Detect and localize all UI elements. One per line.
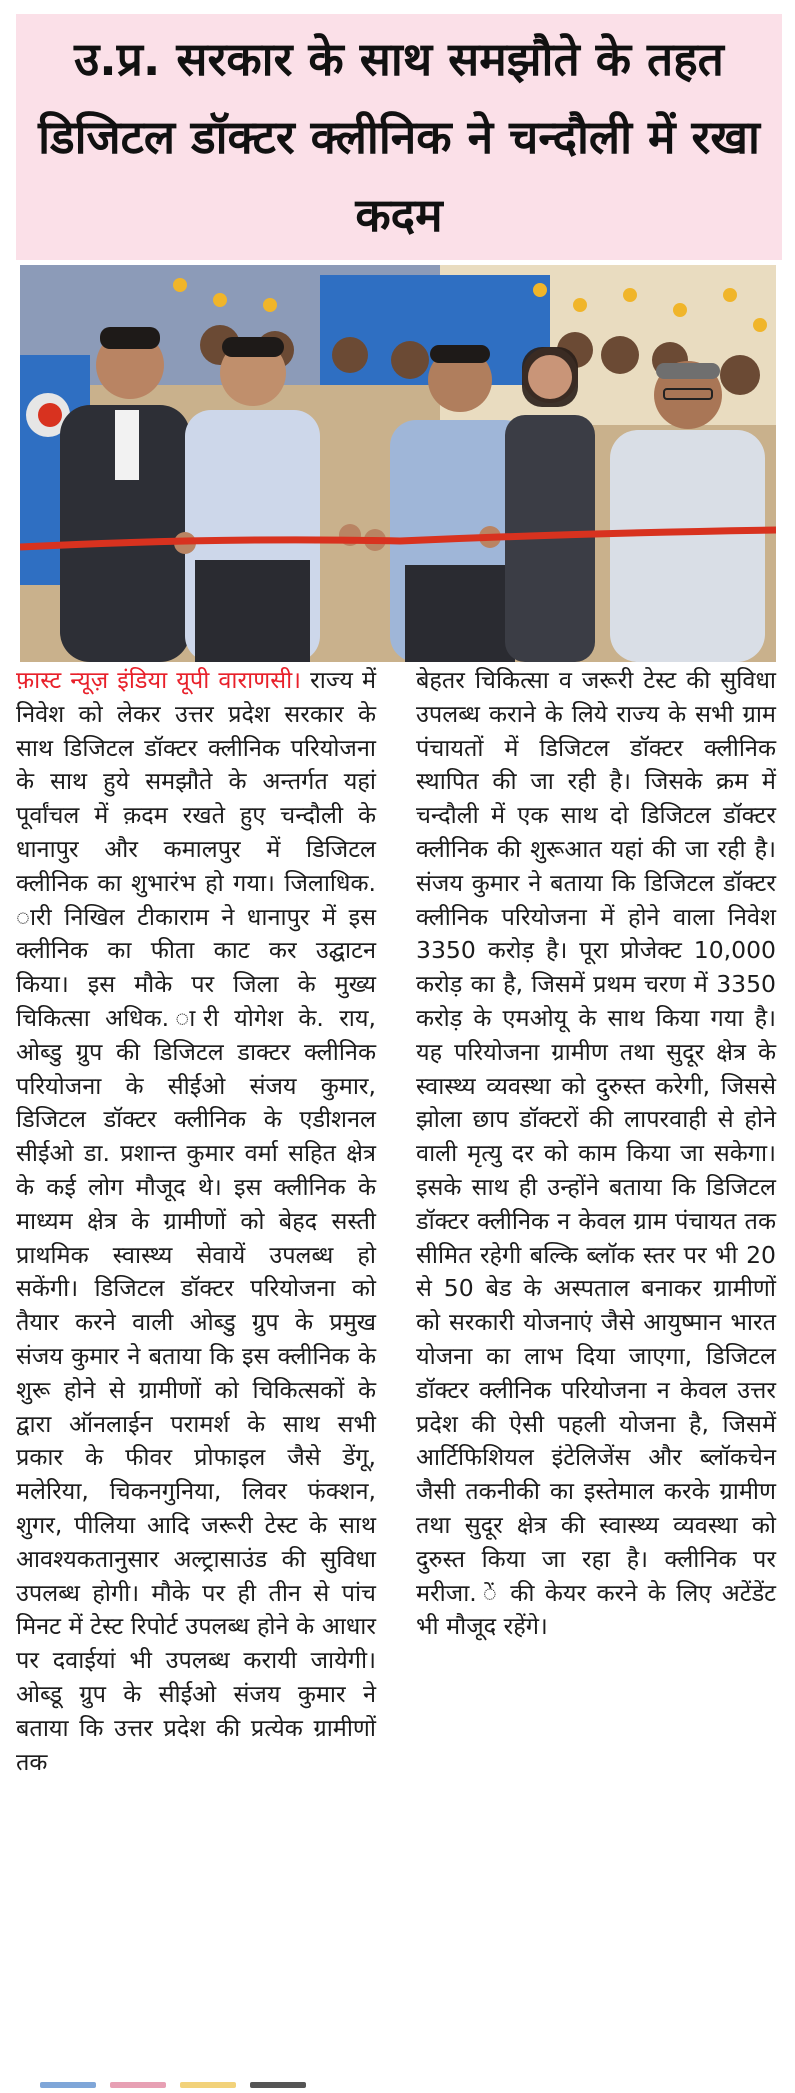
footer-swatch xyxy=(180,2082,236,2088)
article-column-right xyxy=(416,664,776,1644)
headline: उ.प्र. सरकार के साथ समझौते के तहत डिजिटल डॉक्टर क्लीनिक ने चन्दौली में रखा कदम xyxy=(38,32,760,242)
ribbon-cutting-photo-icon xyxy=(20,265,776,662)
headline-box xyxy=(16,14,782,260)
article-column-left xyxy=(16,664,376,1779)
article-columns xyxy=(16,664,778,2074)
dateline: फ़ास्ट न्यूज़ इंडिया यूपी वाराणसी। xyxy=(16,666,302,694)
footer-color-strip xyxy=(40,2082,340,2088)
footer-swatch xyxy=(250,2082,306,2088)
news-photo xyxy=(20,265,776,662)
column-2-body: बेहतर चिकित्सा व जरूरी टेस्ट की सुविधा उपलब्ध कराने के लिये राज्य के सभी ग्राम पंचायतों में डिजिटल डॉक्टर क्लीनिक स्थापित की जा रही है। जिसके क्रम में चन्दौली में एक साथ दो डिजिटल डॉक्टर क्लीनिक की शुरूआत यहां की जा रही है। संजय कुमार ने बताया कि डिजिटल डॉक्टर क्लीनिक परियोजना में होने वाला निवेश 3350 करोड़ है। पूरा प्रोजेक्ट 10,000 करोड़ का है, जिसमें प्रथम चरण में 3350 करोड़ के एमओयू के साथ किया गया है। यह परियोजना ग्रामीण तथा सुदूर क्षेत्र के स्वास्थ्य व्यवस्था को दुरुस्त करेगी, जिससे झोला छाप डॉक्टरों की लापरवाही से होने वाली मृत्यु दर को काम किया जा सकेगा। इसके साथ ही उन्होंने बताया कि डिजिटल डॉक्टर क्लीनिक न केवल ग्राम पंचायत तक सीमित रहेगी बल्कि ब्लॉक स्तर पर भी 20 से 50 बेड के अस्पताल बनाकर ग्रामीणों को सरकारी योजनाएं जैसे आयुष्मान भारत योजना का लाभ दिया जाएगा, डिजिटल डॉक्टर क्लीनिक परियोजना न केवल उत्तर प्रदेश की ऐसी पहली योजना है, जिसमें आर्टिफिशियल इंटेलिजेंस और ब्लॉकचेन जैसी तकनीकी का इस्तेमाल करके ग्रामीण तथा सुदूर क्षेत्र की स्वास्थ्य व्यवस्था को दुरुस्त किया जा रहा है। क्लीनिक पर मरीजा. ें की केयर करने के लिए अटेंडेंट भी मौजूद रहेंगे। xyxy=(416,666,776,1641)
footer-swatch xyxy=(110,2082,166,2088)
column-1-body: राज्य में निवेश को लेकर उत्तर प्रदेश सरकार के साथ डिजिटल डॉक्टर क्लीनिक परियोजना के साथ हुये समझौते के अन्तर्गत यहां पूर्वांचल में क़दम रखते हुए चन्दौली के धानापुर और कमालपुर में डिजिटल क्लीनिक का शुभारंभ हो गया। जिलाधिक. ारी निखिल टीकाराम ने धानापुर में इस क्लीनिक का फीता काट कर उद्घाटन किया। इस मौके पर जिला के मुख्य चिकित्सा अधिक. ारी योगेश के. राय, ओब्डु ग्रुप की डिजिटल डाक्टर क्लीनिक परियोजना के सीईओ संजय कुमार, डिजिटल डॉक्टर क्लीनिक के एडीशनल सीईओ डा. प्रशान्त कुमार वर्मा सहित क्षेत्र के कई लोग मौजूद थे। इस क्लीनिक के माध्यम क्षेत्र के ग्रामीणों को बेहद सस्ती प्राथमिक स्वास्थ्य सेवायें उपलब्ध हो सकेंगी। डिजिटल डॉक्टर परियोजना को तैयार करने वाली ओब्डु ग्रुप के प्रमुख संजय कुमार ने बताया कि इस क्लीनिक के शुरू होने से ग्रामीणों को चिकित्सकों के द्वारा ऑनलाईन परामर्श के साथ सभी प्रकार के फीवर प्रोफाइल जैसे डेंगू, मलेरिया, चिकनगुनिया, लिवर फंक्शन, शुगर, पीलिया आदि जरूरी टेस्ट के साथ आवश्यकतानुसार अल्ट्रासाउंड की सुविधा उपलब्ध होगी। मौके पर ही तीन से पांच मिनट में टेस्ट रिपोर्ट उपलब्ध होने के आधार पर दवाईयां भी उपलब्ध करायी जायेगी। ओब्डू ग्रुप के सीईओ संजय कुमार ने बताया कि उत्तर प्रदेश की प्रत्येक ग्रामीणों तक xyxy=(16,666,376,1776)
article-paragraph-left xyxy=(16,664,376,1779)
footer-swatch xyxy=(40,2082,96,2088)
